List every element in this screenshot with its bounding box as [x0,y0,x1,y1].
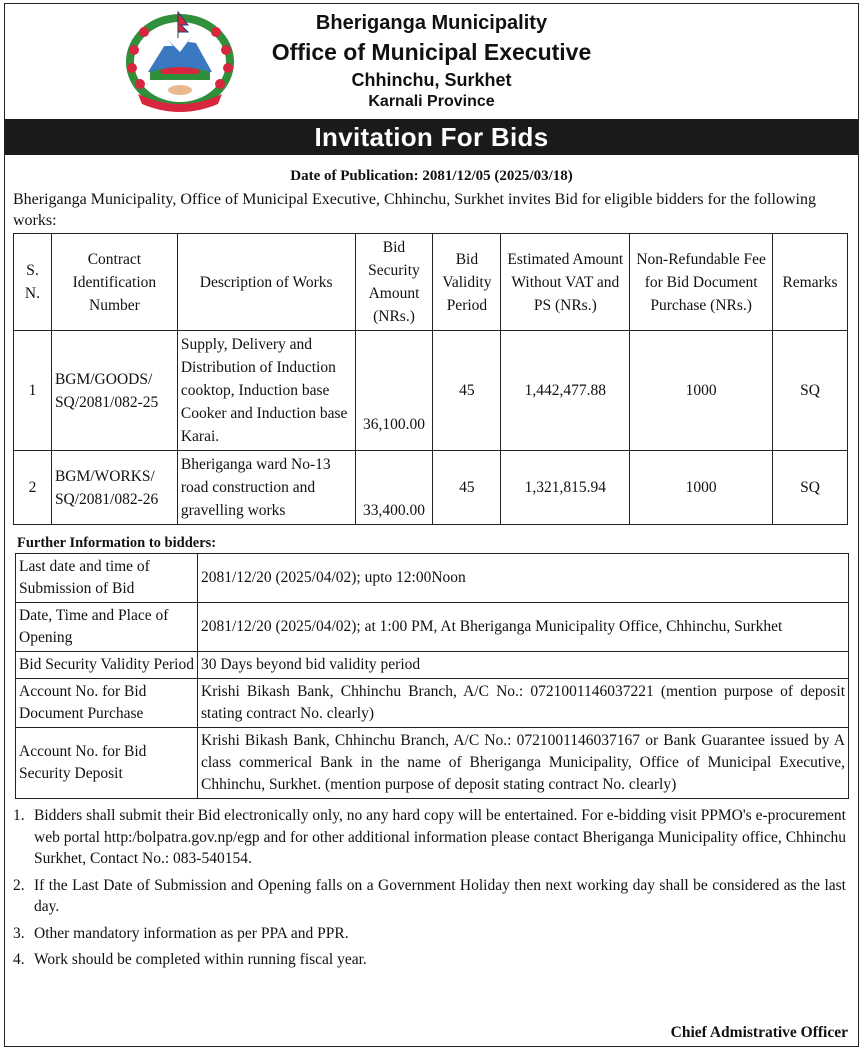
office-location: Chhinchu, Surkhet [351,70,512,90]
further-info-title: Further Information to bidders: [17,535,217,551]
info-label: Account No. for Bid Document Purchase [16,679,198,728]
cell-remarks: SQ [773,451,848,525]
info-label: Bid Security Validity Period [16,652,198,679]
signature-title: Chief Admistrative Officer [670,1024,848,1041]
list-item [13,875,846,918]
info-value: Krishi Bikash Bank, Chhinchu Branch, A/C No.: 0721001146037221 (mention purpose of deposit stating contract No. clearly) [198,679,849,728]
info-row [16,679,849,728]
info-row [16,554,849,603]
note-number: 2. [13,876,25,894]
publication-date: Date of Publication: 2081/12/05 (2025/03/18) [290,168,573,184]
note-text: Other mandatory information as per PPA and PPR. [34,924,349,942]
note-text: Bidders shall submit their Bid electronically only, no any hard copy will be entertained. For e-bidding visit PPMO's e-procurement web portal http:/bolpatra.gov.np/egp and for other additional information please contact Bheriganga Municipality office, Chhinchu Surkhet, Contact No.: 083-540154. [34,807,846,867]
municipality-name: Bheriganga Municipality [315,12,548,34]
cell-sn: 2 [14,451,52,525]
header-remarks: Remarks [773,234,848,331]
info-value: 30 Days beyond bid validity period [198,652,849,679]
notes-list [5,805,858,971]
table-row [14,331,848,451]
cell-description: Bheriganga ward No-13 road construction and gravelling works [177,451,355,525]
cell-remarks: SQ [773,331,848,451]
header-contract-id: Contract Identification Number [51,234,177,331]
header-validity: Bid Validity Period [433,234,501,331]
intro-paragraph: Bheriganga Municipality, Office of Municipal Executive, Chhinchu, Surkhet invites Bid for eligible bidders for the following works: [13,191,816,229]
cell-estimated: 1,442,477.88 [501,331,630,451]
cell-validity: 45 [433,451,501,525]
info-label: Account No. for Bid Security Deposit [16,728,198,799]
page-title: Invitation For Bids [5,119,858,155]
header-fee: Non-Refundable Fee for Bid Document Purchase (NRs.) [630,234,773,331]
info-row [16,728,849,799]
note-number: 3. [13,924,25,942]
info-row [16,652,849,679]
office-name: Office of Municipal Executive [271,39,592,65]
list-item [13,805,846,870]
province-name: Karnali Province [368,93,495,110]
further-info-table [15,553,849,799]
info-value: 2081/12/20 (2025/04/02); at 1:00 PM, At Bheriganga Municipality Office, Chhinchu, Surkhet [198,603,849,652]
cell-bid-security: 36,100.00 [355,331,433,451]
info-value: 2081/12/20 (2025/04/02); upto 12:00Noon [198,554,849,603]
info-label: Last date and time of Submission of Bid [16,554,198,603]
cell-contract-id: BGM/GOODS/ SQ/2081/082-25 [51,331,177,451]
notice-page [4,3,859,1047]
table-row [14,451,848,525]
cell-contract-id: BGM/WORKS/ SQ/2081/082-26 [51,451,177,525]
cell-sn: 1 [14,331,52,451]
bids-table [13,233,848,525]
cell-fee: 1000 [630,451,773,525]
info-label: Date, Time and Place of Opening [16,603,198,652]
list-item [13,923,846,945]
cell-estimated: 1,321,815.94 [501,451,630,525]
table-header-row [14,234,848,331]
note-text: Work should be completed within running fiscal year. [34,951,367,968]
list-item [13,949,846,971]
cell-validity: 45 [433,331,501,451]
header-sn: S. N. [14,234,52,331]
note-text: If the Last Date of Submission and Opening falls on a Government Holiday then next working day shall be considered as the last day. [34,876,846,915]
cell-description: Supply, Delivery and Distribution of Induction cooktop, Induction base Cooker and Induction base Karai. [177,331,355,451]
note-number: 1. [13,807,25,824]
note-number: 4. [13,951,25,968]
cell-bid-security: 33,400.00 [355,451,433,525]
notice-header [5,4,858,119]
header-description: Description of Works [177,234,355,331]
info-value: Krishi Bikash Bank, Chhinchu Branch, A/C No.: 0721001146037167 or Bank Guarantee issued by A class commerical Bank in the name of Bheriganga Municipality, Office of Municipal Executive, Chhinchu, Surkhet. (mention purpose of deposit stating contract No. clearly) [198,728,849,799]
info-row [16,603,849,652]
header-bid-security: Bid Security Amount (NRs.) [355,234,433,331]
header-estimated: Estimated Amount Without VAT and PS (NRs.) [501,234,630,331]
cell-fee: 1000 [630,331,773,451]
